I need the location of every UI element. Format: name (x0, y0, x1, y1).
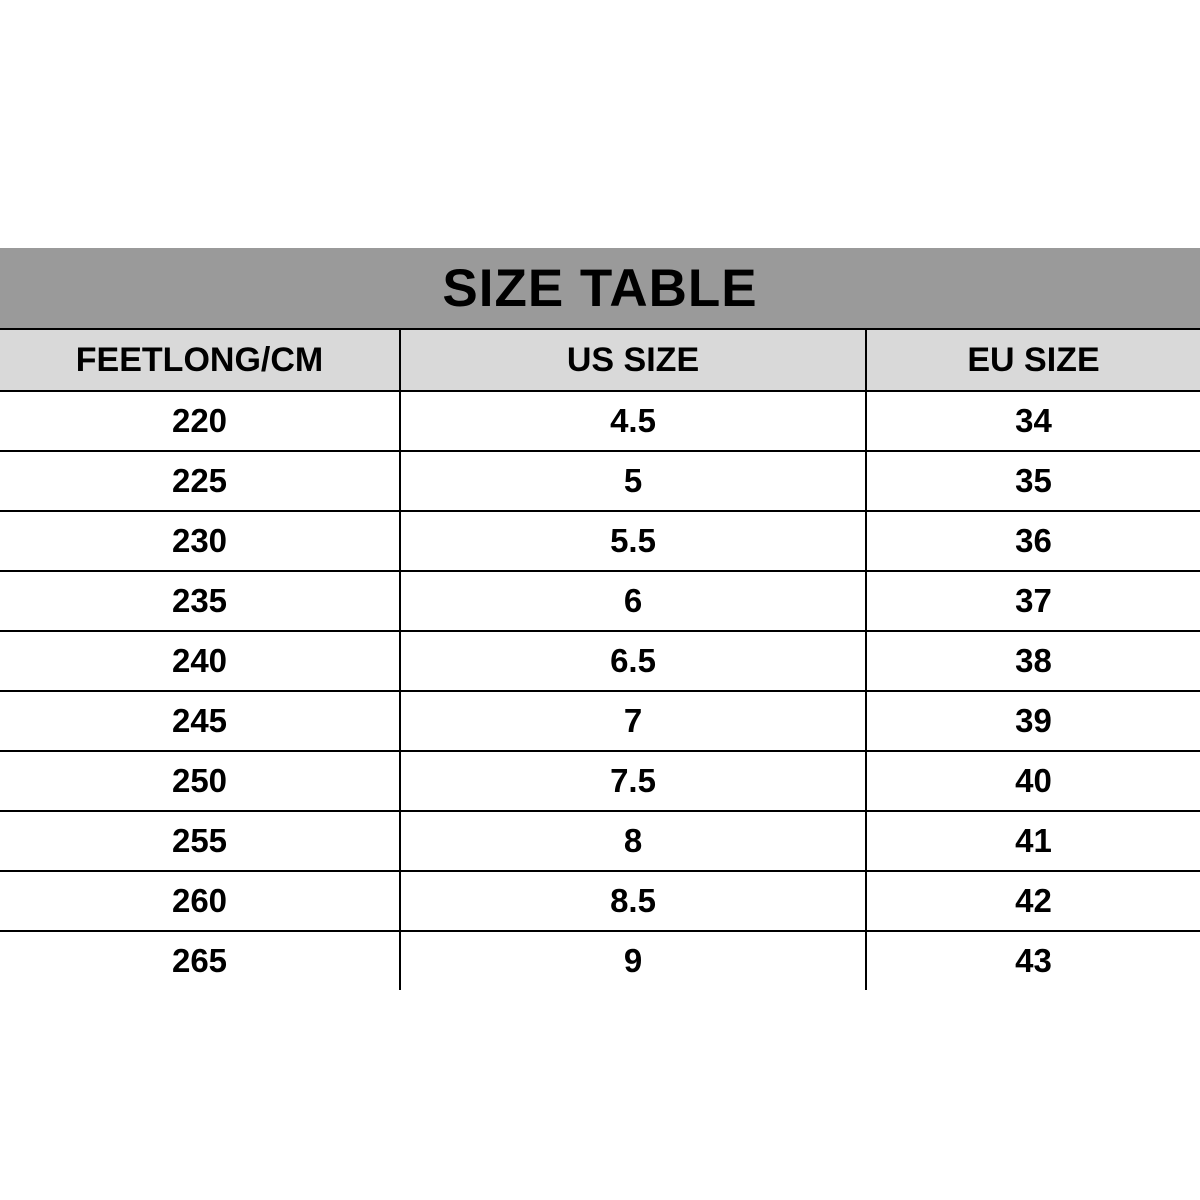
size-table-container (0, 248, 1200, 990)
cell-feetlong: 220 (0, 391, 400, 451)
column-header-feetlong: FEETLONG/CM (0, 329, 400, 391)
cell-feetlong: 225 (0, 451, 400, 511)
table-title-row (0, 248, 1200, 329)
cell-us-size: 8 (400, 811, 866, 871)
cell-us-size: 5.5 (400, 511, 866, 571)
table-row (0, 691, 1200, 751)
cell-feetlong: 235 (0, 571, 400, 631)
table-row (0, 511, 1200, 571)
cell-us-size: 9 (400, 931, 866, 990)
cell-eu-size: 37 (866, 571, 1200, 631)
table-row (0, 391, 1200, 451)
cell-us-size: 4.5 (400, 391, 866, 451)
table-row (0, 631, 1200, 691)
cell-feetlong: 250 (0, 751, 400, 811)
column-header-eu-size: EU SIZE (866, 329, 1200, 391)
cell-us-size: 6.5 (400, 631, 866, 691)
cell-eu-size: 34 (866, 391, 1200, 451)
cell-eu-size: 39 (866, 691, 1200, 751)
cell-us-size: 5 (400, 451, 866, 511)
cell-eu-size: 35 (866, 451, 1200, 511)
table-row (0, 751, 1200, 811)
size-table (0, 248, 1200, 990)
cell-us-size: 7.5 (400, 751, 866, 811)
cell-eu-size: 36 (866, 511, 1200, 571)
cell-feetlong: 245 (0, 691, 400, 751)
cell-feetlong: 255 (0, 811, 400, 871)
cell-eu-size: 41 (866, 811, 1200, 871)
table-header-row (0, 329, 1200, 391)
table-row (0, 571, 1200, 631)
cell-eu-size: 43 (866, 931, 1200, 990)
table-row (0, 451, 1200, 511)
cell-us-size: 7 (400, 691, 866, 751)
cell-feetlong: 260 (0, 871, 400, 931)
table-title: SIZE TABLE (0, 248, 1200, 329)
table-row (0, 931, 1200, 990)
cell-us-size: 8.5 (400, 871, 866, 931)
cell-eu-size: 42 (866, 871, 1200, 931)
table-row (0, 811, 1200, 871)
cell-eu-size: 38 (866, 631, 1200, 691)
cell-us-size: 6 (400, 571, 866, 631)
cell-feetlong: 265 (0, 931, 400, 990)
cell-feetlong: 240 (0, 631, 400, 691)
cell-feetlong: 230 (0, 511, 400, 571)
cell-eu-size: 40 (866, 751, 1200, 811)
column-header-us-size: US SIZE (400, 329, 866, 391)
table-row (0, 871, 1200, 931)
